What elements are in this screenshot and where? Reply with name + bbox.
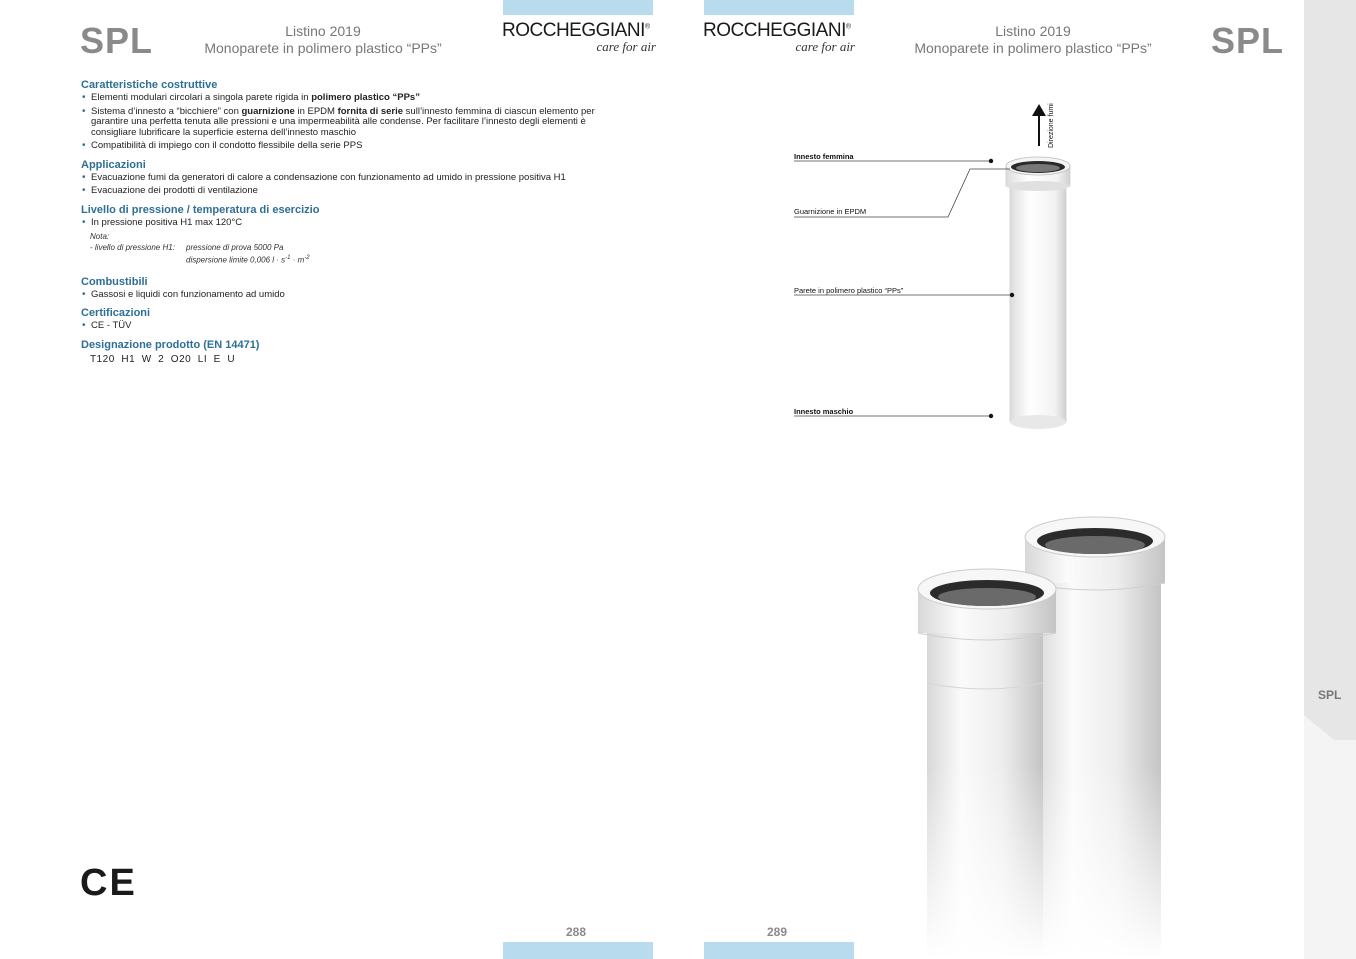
header-right-line2: Monoparete in polimero plastico “PPs” bbox=[914, 40, 1152, 56]
pipe-diagram bbox=[780, 90, 1110, 440]
note-key: - livello di pressione H1: bbox=[90, 243, 175, 252]
logo-left-reg: ® bbox=[644, 23, 650, 31]
header-left-line2: Monoparete in polimero plastico “PPs” bbox=[204, 40, 442, 56]
bottom-color-bar-right bbox=[704, 942, 854, 959]
list-item: • In pressione positiva H1 max 120°C bbox=[81, 218, 601, 229]
note-value-2: dispersione limite 0,006 $l \cdot s^{-1} \cdot m^{-2}$ bbox=[186, 255, 310, 265]
page-number-left: 288 bbox=[566, 925, 587, 939]
top-color-bar-left bbox=[503, 0, 653, 15]
logo-left bbox=[502, 20, 662, 55]
list-item: • Gassosi e liquidi con funzionamento ad umido bbox=[81, 290, 601, 301]
direction-label: Direzione fumi bbox=[1048, 103, 1055, 148]
content-left bbox=[81, 79, 601, 365]
header-left bbox=[193, 23, 453, 57]
direction-label-box bbox=[1047, 100, 1059, 150]
logo-right-reg: ® bbox=[845, 23, 851, 31]
list-item: • Evacuazione fumi da generatori di calore a condensazione con funzionamento ad umido in pressione positiva H1 bbox=[81, 173, 601, 184]
callout-male: Innesto maschio bbox=[794, 407, 854, 416]
ce-mark: CE bbox=[80, 862, 137, 904]
section-title-livello: Livello di pressione / temperatura di esercizio bbox=[81, 203, 320, 216]
pipe-body bbox=[1010, 182, 1066, 422]
list-item: • Sistema d’innesto a “bicchiere” con guarnizione in EPDM fornita di serie sull’innesto femmina di ciascun elemento per garantire una perfetta tenuta alle pressioni e una impermeabilità alle condense. Per facilitare l’innesto degli elementi è consigliare lubrificare la superficie esterna dell’innesto maschio bbox=[81, 107, 601, 139]
side-tab-strip bbox=[1304, 0, 1356, 959]
note-label: Nota: bbox=[90, 232, 110, 241]
callout-female: Innesto femmina bbox=[794, 152, 854, 161]
logo-right-word: ROCCHEGGIANI bbox=[703, 20, 846, 41]
list-item: • CE - TÜV bbox=[81, 321, 601, 332]
page-code-left: SPL bbox=[80, 20, 154, 61]
logo-right-tagline: care for air bbox=[795, 39, 855, 54]
product-photo bbox=[905, 505, 1175, 959]
header-right-line1: Listino 2019 bbox=[995, 23, 1071, 39]
logo-left-tagline: care for air bbox=[596, 39, 656, 54]
bottom-color-bar-left bbox=[503, 942, 653, 959]
designation-code: T120 H1 W 2 O20 LI E U bbox=[90, 353, 236, 365]
top-color-bar-right bbox=[704, 0, 854, 15]
list-item: • Elementi modulari circolari a singola parete rigida in polimero plastico “PPs” bbox=[81, 93, 601, 104]
section-title-combustibili: Combustibili bbox=[81, 275, 148, 288]
direction-arrow-icon bbox=[1032, 104, 1046, 146]
side-tab-shape bbox=[1304, 0, 1356, 959]
side-tab-label: SPL bbox=[1318, 688, 1342, 702]
section-title-caratteristiche: Caratteristiche costruttive bbox=[81, 79, 218, 91]
pipe-male-end bbox=[1010, 415, 1066, 429]
logo-right bbox=[703, 20, 863, 55]
section-title-certificazioni: Certificazioni bbox=[81, 307, 151, 320]
list-item: • Compatibilità di impiego con il condotto flessibile della serie PPS bbox=[81, 141, 601, 152]
note-block bbox=[90, 231, 601, 266]
header-right bbox=[903, 23, 1163, 57]
page-number-right: 289 bbox=[767, 925, 788, 939]
page-code-right: SPL bbox=[1211, 20, 1285, 61]
section-title-designazione: Designazione prodotto (EN 14471) bbox=[81, 338, 260, 351]
note-value-1: pressione di prova 5000 Pa bbox=[186, 243, 284, 252]
callout-gasket: Guarnizione in EPDM bbox=[794, 207, 867, 216]
header-left-line1: Listino 2019 bbox=[285, 23, 361, 39]
section-title-applicazioni: Applicazioni bbox=[81, 158, 146, 171]
callout-wall: Parete in polimero plastico “PPs” bbox=[794, 286, 904, 295]
logo-left-word: ROCCHEGGIANI bbox=[502, 20, 645, 41]
list-item: • Evacuazione dei prodotti di ventilazione bbox=[81, 186, 601, 197]
